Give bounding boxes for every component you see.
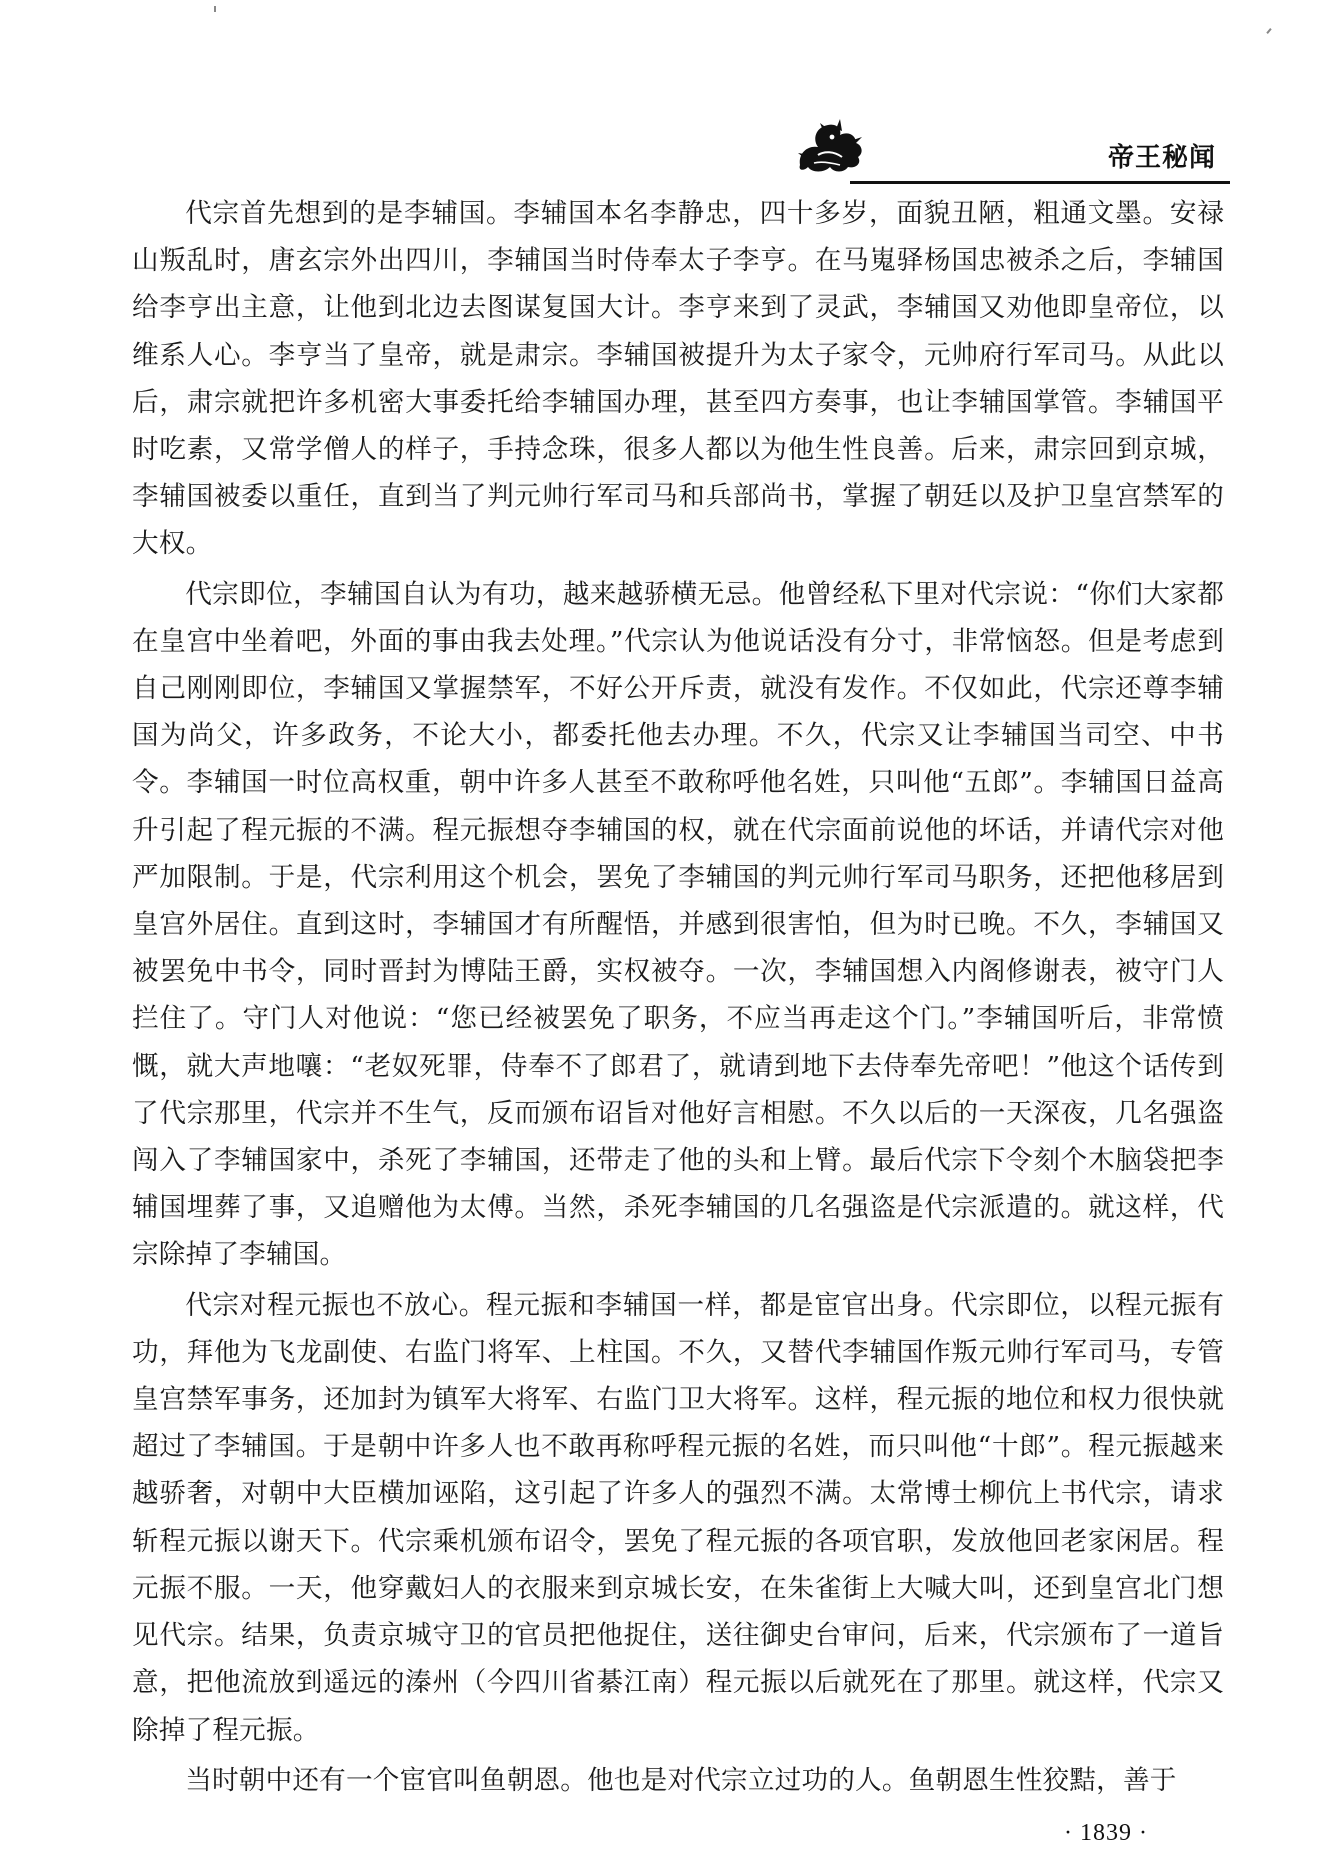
body-text <box>132 190 1224 1807</box>
scan-mark <box>214 6 216 12</box>
page-number: · 1839 · <box>1064 1820 1148 1846</box>
paragraph: 当时朝中还有一个宦官叫鱼朝恩。他也是对代宗立过功的人。鱼朝恩生性狡黠，善于 <box>185 1764 1177 1796</box>
paragraph: 代宗首先想到的是李辅国。李辅国本名李静忠，四十多岁，面貌丑陋，粗通文墨。安禄山叛乱时，唐玄宗外出四川，李辅国当时侍奉太子李亨。在马嵬驿杨国忠被杀之后，李辅国给李亨出主意，让他到北边去图谋复国大计。李亨来到了灵武，李辅国又劝他即皇帝位，以维系人心。李亨当了皇帝，就是肃宗。李辅国被提升为太子家令，元帅府行军司马。从此以后，肃宗就把许多机密大事委托给李辅国办理，甚至四方奏事，也让李辅国掌管。李辅国平时吃素，又常学僧人的样子，手持念珠，很多人都以为他生性良善。后来，肃宗回到京城，李辅国被委以重任，直到当了判元帅行军司马和兵部尚书，掌握了朝廷以及护卫皇宫禁军的大权。 <box>132 198 1224 560</box>
dragon-emblem-icon <box>790 115 870 177</box>
section-title: 帝王秘闻 <box>1107 143 1216 173</box>
header-rule <box>850 181 1230 184</box>
paragraph: 代宗即位，李辅国自认为有功，越来越骄横无忌。他曾经私下里对代宗说：“你们大家都在皇宫中坐着吧，外面的事由我去处理。”代宗认为他说话没有分寸，非常恼怒。但是考虑到自己刚刚即位，李辅国又掌握禁军，不好公开斥责，就没有发作。不仅如此，代宗还尊李辅国为尚父，许多政务，不论大小，都委托他去办理。不久，代宗又让李辅国当司空、中书令。李辅国一时位高权重，朝中许多人甚至不敢称呼他名姓，只叫他“五郎”。李辅国日益高升引起了程元振的不满。程元振想夺李辅国的权，就在代宗面前说他的坏话，并请代宗对他严加限制。于是，代宗利用这个机会，罢免了李辅国的判元帅行军司马职务，还把他移居到皇宫外居住。直到这时，李辅国才有所醒悟，并感到很害怕，但为时已晚。不久，李辅国又被罢免中书令，同时晋封为博陆王爵，实权被夺。一次，李辅国想入内阁修谢表，被守门人拦住了。守门人对他说：“您已经被罢免了职务，不应当再走这个门。”李辅国听后，非常愤慨，就大声地嚷：“老奴死罪，侍奉不了郎君了，就请到地下去侍奉先帝吧！”他这个话传到了代宗那里，代宗并不生气，反而颁布诏旨对他好言相慰。不久以后的一天深夜，几名强盗闯入了李辅国家中，杀死了李辅国，还带走了他的头和上臂。最后代宗下令刻个木脑袋把李辅国埋葬了事，又追赠他为太傅。当然，杀死李辅国的几名强盗是代宗派遣的。就这样，代宗除掉了李辅国。 <box>132 578 1224 1271</box>
running-header <box>790 115 1230 185</box>
scan-mark <box>1266 28 1271 34</box>
paragraph: 代宗对程元振也不放心。程元振和李辅国一样，都是宦官出身。代宗即位，以程元振有功，拜他为飞龙副使、右监门将军、上柱国。不久，又替代李辅国作叛元帅行军司马，专管皇宫禁军事务，还加封为镇军大将军、右监门卫大将军。这样，程元振的地位和权力很快就超过了李辅国。于是朝中许多人也不敢再称呼程元振的名姓，而只叫他“十郎”。程元振越来越骄奢，对朝中大臣横加诬陷，这引起了许多人的强烈不满。太常博士柳伉上书代宗，请求斩程元振以谢天下。代宗乘机颁布诏令，罢免了程元振的各项官职，发放他回老家闲居。程元振不服。一天，他穿戴妇人的衣服来到京城长安，在朱雀街上大喊大叫，还到皇宫北门想见代宗。结果，负责京城守卫的官员把他捉住，送往御史台审问，后来，代宗颁布了一道旨意，把他流放到遥远的溱州（今四川省綦江南）程元振以后就死在了那里。就这样，代宗又除掉了程元振。 <box>132 1289 1224 1746</box>
